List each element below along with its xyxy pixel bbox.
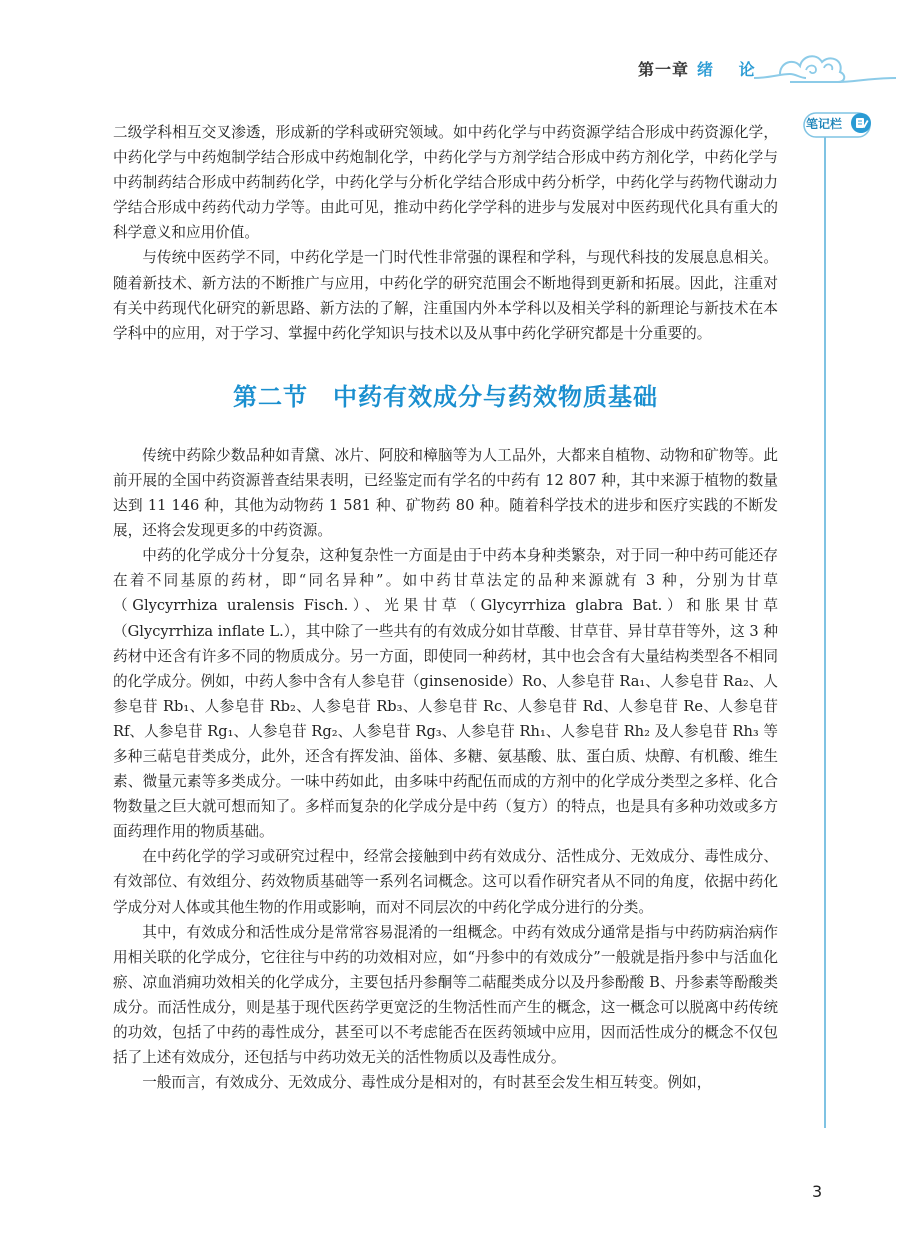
notes-column-divider [824,118,826,1128]
chapter-name: 绪 论 [697,60,765,79]
cloud-ornament-icon [750,38,900,88]
paragraph: 中药的化学成分十分复杂，这种复杂性一方面是由于中药本身种类繁杂，对于同一种中药可能还存在着不同基原的药材，即“同名异种”。如中药甘草法定的品种来源就有 3 种，分别为甘草（Glycyrrhiza uralensis Fisch.）、光果甘草（Glycyrrhiza glabra Bat.）和胀果甘草（Glycyrrhiza inflate L.），其中除了一些共有的有效成分如甘草酸、甘草苷、异甘草苷等外，这 3 种药材中还含有许多不同的物质成分。另一方面，即使同一种药材，其中也会含有大量结构类型各不相同的化学成分。例如，中药人参中含有人参皂苷（ginsenoside）Ro、人参皂苷 Ra₁、人参皂苷 Ra₂、人参皂苷 Rb₁、人参皂苷 Rb₂、人参皂苷 Rb₃、人参皂苷 Rc、人参皂苷 Rd、人参皂苷 Re、人参皂苷 Rf、人参皂苷 Rg₁、人参皂苷 Rg₂、人参皂苷 Rg₃、人参皂苷 Rh₁、人参皂苷 Rh₂ 及人参皂苷 Rh₃ 等多种三萜皂苷类成分，此外，还含有挥发油、甾体、多糖、氨基酸、肽、蛋白质、炔醇、有机酸、维生素、微量元素等多类成分。一味中药如此，由多味中药配伍而成的方剂中的化学成分类型之多样、化合物数量之巨大就可想而知了。多样而复杂的化学成分是中药（复方）的特点，也是具有多种功效或多方面药理作用的物质基础。 [113,547,778,841]
paragraph: 与传统中医药学不同，中药化学是一门时代性非常强的课程和学科，与现代科技的发展息息相关。随着新技术、新方法的不断推广与应用，中药化学的研究范围会不断地得到更新和拓展。因此，注重对有关中药现代化研究的新思路、新方法的了解，注重国内外本学科以及相关学科的新理论与新技术在本学科中的应用，对于学习、掌握中药化学知识与技术以及从事中药化学研究都是十分重要的。 [113,249,778,342]
running-header [638,57,765,80]
paragraph: 一般而言，有效成分、无效成分、毒性成分是相对的，有时甚至会发生相互转变。例如， [142,1074,712,1092]
paragraph: 二级学科相互交叉渗透，形成新的学科或研究领域。如中药化学与中药资源学结合形成中药资源化学，中药化学与中药炮制学结合形成中药炮制化学，中药化学与方剂学结合形成中药方剂化学，中药化学与中药制药结合形成中药制药化学，中药化学与分析化学结合形成中药分析学，中药化学与药物代谢动力学结合形成中药药代动力学等。由此可见，推动中药化学学科的进步与发展对中医药现代化具有重大的科学意义和应用价值。 [113,124,778,242]
paragraph: 传统中药除少数品种如青黛、冰片、阿胶和樟脑等为人工品外，大都来自植物、动物和矿物等。此前开展的全国中药资源普查结果表明，已经鉴定而有学名的中药有 12 807 种，其中来源于植物的数量达到 11 146 种，其他为动物药 1 581 种、矿物药 80 种。随着科学技术的进步和医疗实践的不断发展，还将会发现更多的中药资源。 [113,446,778,540]
notes-column-label: 笔记栏 [806,117,843,131]
page-body [113,120,778,1095]
page-header [0,0,900,100]
chapter-number: 第一章 [638,60,690,79]
page-number: 3 [812,1182,823,1201]
section-title: 第二节 中药有效成分与药效物质基础 [233,382,658,411]
paragraph: 其中，有效成分和活性成分是常常容易混淆的一组概念。中药有效成分通常是指与中药防病治病作用相关联的化学成分，它往往与中药的功效相对应，如“丹参中的有效成分”一般就是指丹参中与活血化瘀、凉血消痈功效相关的化学成分，主要包括丹参酮等二萜醌类成分以及丹参酚酸 B、丹参素等酚酸类成分。而活性成分，则是基于现代医药学更宽泛的生物活性而产生的概念，这一概念可以脱离中药传统的功效，包括了中药的毒性成分，甚至可以不考虑能否在医药领域中应用，因而活性成分的概念不仅包括了上述有效成分，还包括与中药功效无关的活性物质以及毒性成分。 [113,923,778,1067]
notebook-pencil-icon [850,112,872,134]
paragraph: 在中药化学的学习或研究过程中，经常会接触到中药有效成分、活性成分、无效成分、毒性成分、有效部位、有效组分、药效物质基础等一系列名词概念。这可以看作研究者从不同的角度，依据中药化学成分对人体或其他生物的作用或影响，而对不同层次的中药化学成分进行的分类。 [113,848,778,916]
